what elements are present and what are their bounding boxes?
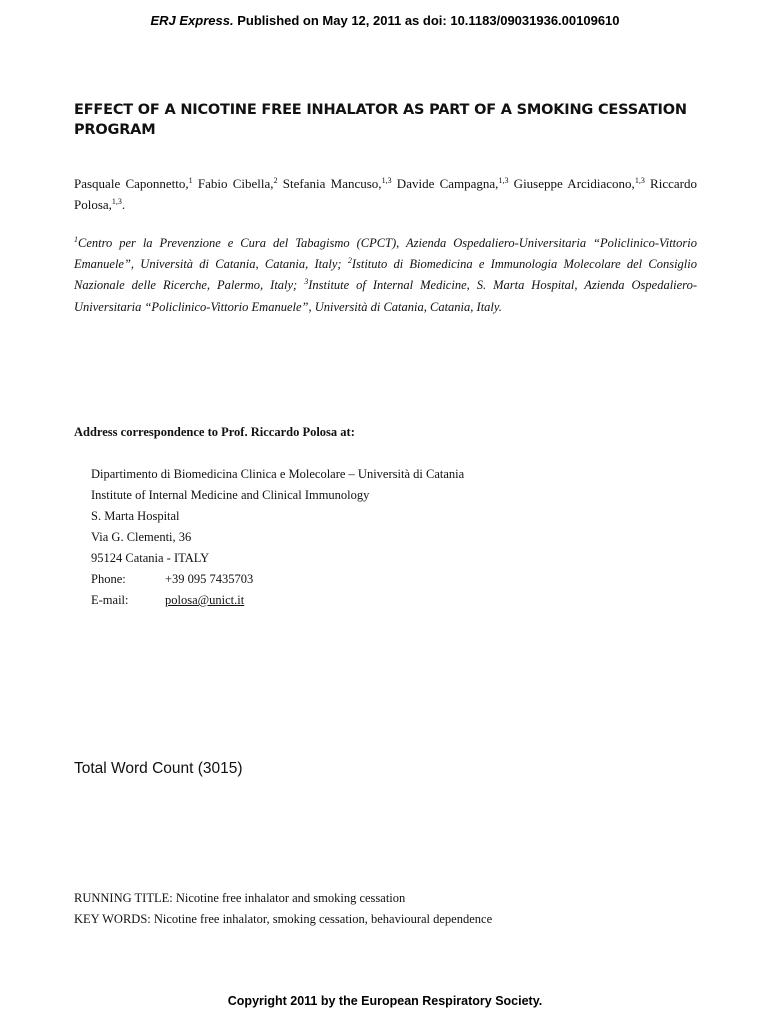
journal-header: [0, 13, 770, 28]
affiliation-text: Institute of Internal Medicine, S. Marta Hospital, Azienda Ospedaliero-: [308, 278, 697, 292]
address-line: Dipartimento di Biomedicina Clinica e Molecolare – Università di Catania: [91, 467, 465, 481]
key-words: KEY WORDS: Nicotine free inhalator, smoking cessation, behavioural dependence: [74, 912, 493, 926]
title-line-1: EFFECT OF A NICOTINE FREE INHALATOR AS PART OF A SMOKING CESSATION: [74, 102, 687, 118]
author-name: Stefania Mancuso,: [277, 176, 382, 191]
affiliation-mark: 3: [304, 277, 309, 286]
email-label: E-mail:: [91, 593, 129, 607]
affiliation-line-1: [74, 233, 697, 254]
paper-title: [74, 100, 704, 140]
affiliation-line-2: [74, 254, 697, 275]
address-line: S. Marta Hospital: [91, 509, 180, 523]
author-name: Riccardo: [644, 176, 697, 191]
author-name: Polosa,: [74, 197, 112, 212]
affiliation-line-4: Universitaria “Policlinico-Vittorio Emanuele”, Università di Catania, Catania, Italy.: [74, 300, 502, 314]
author-affiliation-mark: 2: [273, 176, 278, 185]
author-name: Davide Campagna,: [391, 176, 499, 191]
word-count: Total Word Count (3015): [74, 760, 243, 777]
address-line: 95124 Catania - ITALY: [91, 551, 210, 565]
author-affiliation-mark: 1,3: [111, 197, 122, 206]
phone-number: +39 095 7435703: [165, 572, 254, 586]
author-list-continued: [74, 194, 125, 215]
author-list: [74, 173, 697, 194]
publication-info: Published on May 12, 2011 as doi: 10.1183/09031936.00109610: [233, 13, 620, 28]
address-line: Institute of Internal Medicine and Clinical Immunology: [91, 488, 370, 502]
affiliation-text: Centro per la Prevenzione e Cura del Tabagismo (CPCT), Azienda Ospedaliero-Universitaria “Policlinico-Vittorio: [78, 236, 697, 250]
author-affiliation-mark: 1: [188, 176, 193, 185]
address-line: Via G. Clementi, 36: [91, 530, 192, 544]
affiliation-text: Istituto di Biomedicina e Immunologia Molecolare del Consiglio: [351, 257, 697, 271]
author-name: Pasquale Caponnetto,: [74, 176, 189, 191]
affiliation-line-3: [74, 275, 697, 296]
email-link[interactable]: polosa@unict.it: [165, 593, 245, 607]
affiliation-text: Emanuele”, Università di Catania, Catania, Italy;: [74, 257, 348, 271]
author-affiliation-mark: 1,3: [381, 176, 392, 185]
affiliation-mark: 1: [74, 235, 78, 244]
phone-label: Phone:: [91, 572, 126, 586]
title-line-2: PROGRAM: [74, 122, 156, 138]
affiliation-text: Nazionale delle Ricerche, Palermo, Italy;: [74, 278, 305, 292]
author-list-end: .: [121, 197, 126, 212]
correspondence-heading: Address correspondence to Prof. Riccardo Polosa at:: [74, 425, 355, 439]
author-name: Giuseppe Arcidiacono,: [508, 176, 635, 191]
copyright-footer: Copyright 2011 by the European Respiratory Society.: [227, 994, 543, 1008]
journal-name: ERJ Express.: [150, 13, 234, 28]
running-title: RUNNING TITLE: Nicotine free inhalator and smoking cessation: [74, 891, 406, 905]
author-name: Fabio Cibella,: [192, 176, 274, 191]
affiliation-mark: 2: [347, 256, 352, 265]
author-affiliation-mark: 1,3: [634, 176, 645, 185]
author-affiliation-mark: 1,3: [498, 176, 509, 185]
